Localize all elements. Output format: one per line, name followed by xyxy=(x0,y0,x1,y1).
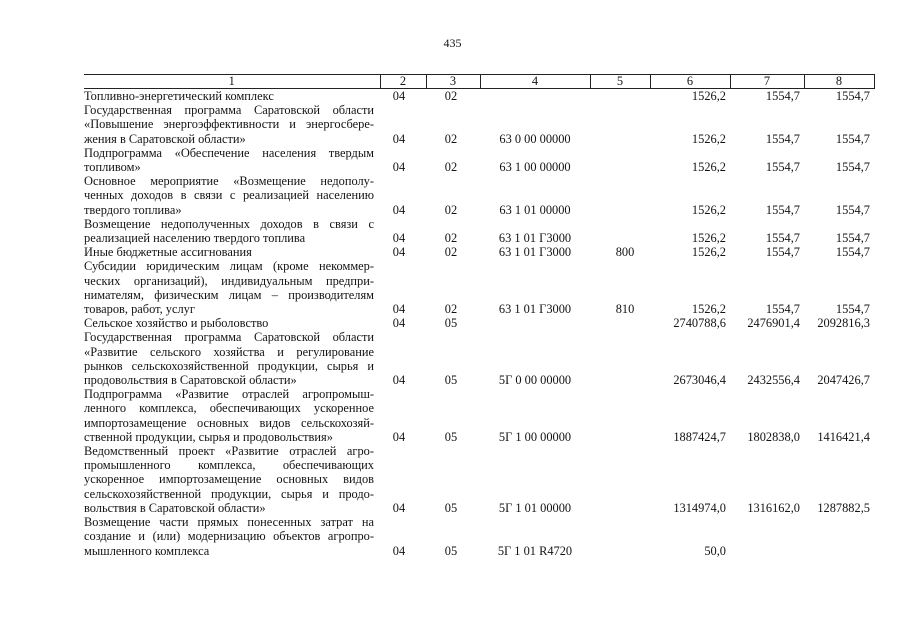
row-value-year-2: 2432556,4 xyxy=(747,373,800,388)
header-row xyxy=(84,75,874,89)
row-target-article: 5Г 1 01 R4720 xyxy=(497,543,573,558)
row-name: Топливно-энергетический комплекс xyxy=(84,89,274,103)
table-row xyxy=(84,174,874,217)
row-value-year-1: 1526,2 xyxy=(691,160,726,175)
row-target-article: 63 1 01 00000 xyxy=(499,202,571,217)
row-value-year-3: 1554,7 xyxy=(835,231,870,246)
row-target-article: 63 1 01 Г3000 xyxy=(498,245,572,260)
table-row xyxy=(84,444,874,515)
col-header-year-2: 7 xyxy=(730,75,804,89)
table-row xyxy=(84,316,874,330)
row-expense-type xyxy=(590,217,650,245)
col-header-year-1: 6 xyxy=(650,75,730,89)
row-subsection: 05 xyxy=(444,543,458,558)
row-name: Ведомственный проект «Развитие отраслей агро-промышленного комплекса, обеспечивающих ускоренное импортозамещение основных видов сельскохозяйственной продукции, сырья и продо-вольствия в Саратовской области» xyxy=(84,444,374,515)
row-value-year-1: 1526,2 xyxy=(691,131,726,146)
row-value-year-3: 2092816,3 xyxy=(817,316,870,331)
row-name: Подпрограмма «Развитие отраслей агропромыш-ленного комплекса, обеспечивающих ускоренное импортозамещение основных видов сельскохозяй-ственной продукции, сырья и продовольствия» xyxy=(84,387,374,444)
table-row xyxy=(84,387,874,444)
col-header-target-article: 4 xyxy=(480,75,590,89)
row-expense-type xyxy=(590,330,650,387)
table-row xyxy=(84,146,874,174)
row-value-year-3: 1554,7 xyxy=(835,131,870,146)
row-value-year-2: 1554,7 xyxy=(765,131,800,146)
row-section: 04 xyxy=(392,429,406,444)
row-value-year-1: 1526,2 xyxy=(691,202,726,217)
row-target-article: 63 1 01 Г3000 xyxy=(498,302,572,317)
row-subsection: 05 xyxy=(444,373,458,388)
row-name: Субсидии юридическим лицам (кроме некоммер-ческих организаций), индивидуальным предпри-нимателям, физическим лицам – производителям товаров, работ, услуг xyxy=(84,259,374,317)
row-target-article: 63 1 01 Г3000 xyxy=(498,231,572,246)
row-value-year-3: 2047426,7 xyxy=(817,373,870,388)
table-row xyxy=(84,217,874,245)
row-target-article: 5Г 0 00 00000 xyxy=(498,373,572,388)
row-section: 04 xyxy=(392,160,406,175)
row-expense-type: 800 xyxy=(615,245,635,260)
row-name: Иные бюджетные ассигнования xyxy=(84,245,252,260)
table-row xyxy=(84,330,874,387)
row-expense-type xyxy=(590,515,650,558)
row-name: Сельское хозяйство и рыболовство xyxy=(84,316,269,331)
row-value-year-1: 50,0 xyxy=(704,543,726,558)
row-value-year-1: 2740788,6 xyxy=(673,316,726,331)
row-target-article xyxy=(480,316,590,330)
row-expense-type xyxy=(590,146,650,174)
table-row xyxy=(84,245,874,259)
row-target-article: 63 0 00 00000 xyxy=(499,131,571,146)
row-section: 04 xyxy=(392,316,406,331)
col-header-section: 2 xyxy=(380,75,426,89)
row-target-article: 63 1 00 00000 xyxy=(499,160,571,175)
row-subsection: 02 xyxy=(444,131,458,146)
row-subsection: 02 xyxy=(444,160,458,175)
row-name: Возмещение части прямых понесенных затрат на создание и (или) модернизацию объектов агропро-мышленного комплекса xyxy=(84,515,374,558)
row-value-year-2: 1316162,0 xyxy=(747,500,800,515)
row-section: 04 xyxy=(392,500,406,515)
row-expense-type xyxy=(590,174,650,217)
row-value-year-2: 1802838,0 xyxy=(747,429,800,444)
table-row xyxy=(84,515,874,558)
row-name: Государственная программа Саратовской области «Развитие сельского хозяйства и регулирование рынков сельскохозяйственной продукции, сырья и продовольствия в Саратовской области» xyxy=(84,330,374,388)
row-value-year-1: 1526,2 xyxy=(691,89,726,103)
row-expense-type xyxy=(590,387,650,444)
row-value-year-1: 1526,2 xyxy=(691,231,726,246)
page-number: 435 xyxy=(443,36,462,50)
row-value-year-2 xyxy=(730,515,804,558)
row-value-year-2: 2476901,4 xyxy=(747,316,800,331)
row-name: Основное мероприятие «Возмещение недополу-ченных доходов в связи с реализацией населению твердого топлива» xyxy=(84,174,374,217)
row-target-article: 5Г 1 00 00000 xyxy=(498,429,572,444)
row-value-year-2: 1554,7 xyxy=(765,302,800,317)
row-section: 04 xyxy=(392,231,406,246)
row-name: Государственная программа Саратовской области «Повышение энергоэффективности и энергосбере-жения в Саратовской области» xyxy=(84,103,374,146)
row-section: 04 xyxy=(392,89,406,103)
row-value-year-1: 2673046,4 xyxy=(673,373,726,388)
row-value-year-3: 1554,7 xyxy=(835,160,870,175)
row-section: 04 xyxy=(392,302,406,317)
row-target-article xyxy=(480,89,590,104)
row-value-year-3: 1554,7 xyxy=(835,202,870,217)
row-expense-type xyxy=(590,89,650,104)
row-subsection: 05 xyxy=(444,429,458,444)
row-subsection: 05 xyxy=(444,316,458,331)
row-value-year-2: 1554,7 xyxy=(765,245,800,260)
row-value-year-2: 1554,7 xyxy=(765,202,800,217)
row-section: 04 xyxy=(392,373,406,388)
row-name: Подпрограмма «Обеспечение населения твердым топливом» xyxy=(84,145,374,175)
row-value-year-1: 1526,2 xyxy=(691,302,726,317)
row-expense-type: 810 xyxy=(615,302,635,317)
table-row xyxy=(84,89,874,104)
row-value-year-1: 1314974,0 xyxy=(673,500,726,515)
row-subsection: 02 xyxy=(444,89,458,103)
col-header-expense-type: 5 xyxy=(590,75,650,89)
col-header-year-3: 8 xyxy=(804,75,874,89)
row-section: 04 xyxy=(392,202,406,217)
row-expense-type xyxy=(590,316,650,330)
row-subsection: 02 xyxy=(444,231,458,246)
row-name: Возмещение недополученных доходов в связи с реализацией населению твердого топлива xyxy=(84,216,374,246)
row-value-year-2: 1554,7 xyxy=(765,89,800,103)
row-value-year-3: 1416421,4 xyxy=(817,429,870,444)
row-section: 04 xyxy=(392,131,406,146)
row-subsection: 02 xyxy=(444,245,458,260)
row-value-year-1: 1887424,7 xyxy=(673,429,726,444)
row-value-year-3: 1554,7 xyxy=(835,302,870,317)
row-subsection: 02 xyxy=(444,302,458,317)
row-value-year-2: 1554,7 xyxy=(765,160,800,175)
col-header-name: 1 xyxy=(84,75,380,89)
row-value-year-3: 1554,7 xyxy=(835,89,870,103)
row-value-year-3: 1554,7 xyxy=(835,245,870,260)
row-expense-type xyxy=(590,103,650,146)
table-row xyxy=(84,103,874,146)
budget-table xyxy=(84,74,875,558)
row-value-year-3 xyxy=(804,515,874,558)
row-subsection: 02 xyxy=(444,202,458,217)
row-section: 04 xyxy=(392,543,406,558)
row-subsection: 05 xyxy=(444,500,458,515)
row-value-year-2: 1554,7 xyxy=(765,231,800,246)
row-value-year-1: 1526,2 xyxy=(691,245,726,260)
row-value-year-3: 1287882,5 xyxy=(817,500,870,515)
row-expense-type xyxy=(590,444,650,515)
col-header-subsection: 3 xyxy=(426,75,480,89)
row-section: 04 xyxy=(392,245,406,260)
row-target-article: 5Г 1 01 00000 xyxy=(498,500,572,515)
table-row xyxy=(84,259,874,316)
